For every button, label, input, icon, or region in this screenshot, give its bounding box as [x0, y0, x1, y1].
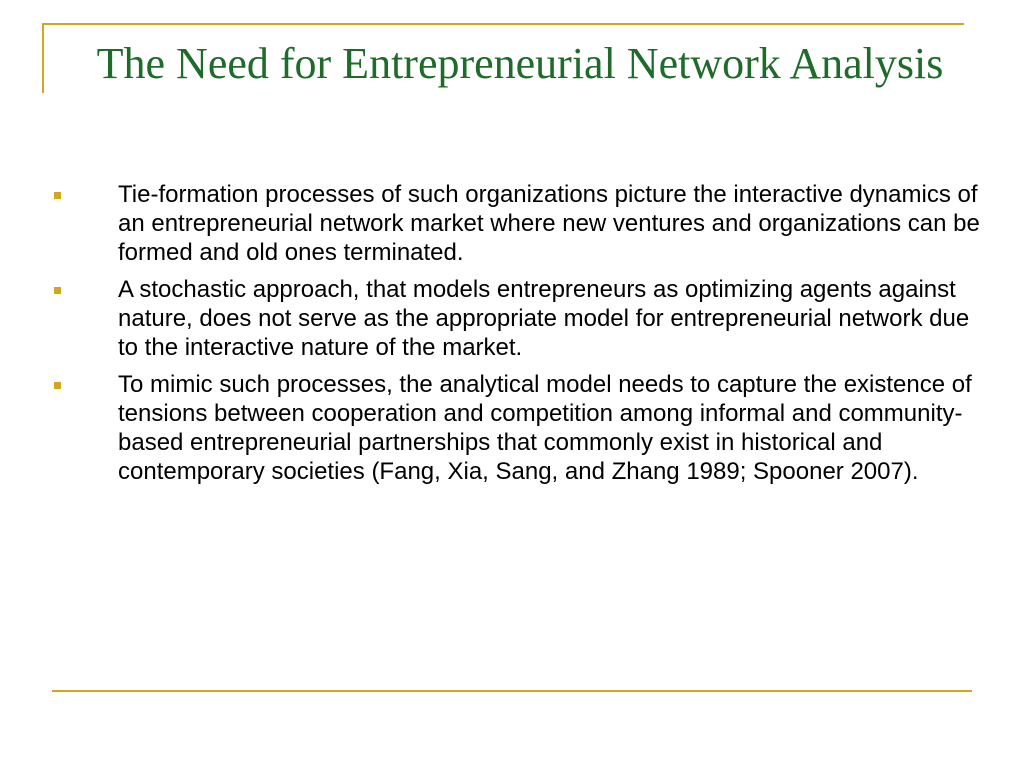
bullet-item	[54, 275, 984, 362]
frame-bottom-rule	[52, 690, 972, 692]
slide-title: The Need for Entrepreneurial Network Analysis	[96, 39, 944, 88]
square-bullet-icon	[54, 382, 61, 389]
bullet-item	[54, 180, 984, 267]
bullet-item	[54, 370, 984, 486]
bullet-text: To mimic such processes, the analytical model needs to capture the existence of tensions between cooperation and competition among informal and community-based entrepreneurial partnerships that commonly exist in historical and contemporary societies (Fang, Xia, Sang, and Zhang 1989; Spooner 2007).	[118, 371, 972, 485]
square-bullet-icon	[54, 287, 61, 294]
bullet-list	[54, 180, 984, 494]
square-bullet-icon	[54, 192, 61, 199]
bullet-text: Tie-formation processes of such organizations picture the interactive dynamics of an entrepreneurial network market where new ventures and organizations can be formed and old ones terminated.	[118, 181, 980, 266]
frame-left-rule	[42, 23, 44, 93]
frame-top-rule	[42, 23, 964, 25]
bullet-text: A stochastic approach, that models entrepreneurs as optimizing agents against nature, does not serve as the appropriate model for entrepreneurial network due to the interactive nature of the market.	[118, 276, 970, 361]
